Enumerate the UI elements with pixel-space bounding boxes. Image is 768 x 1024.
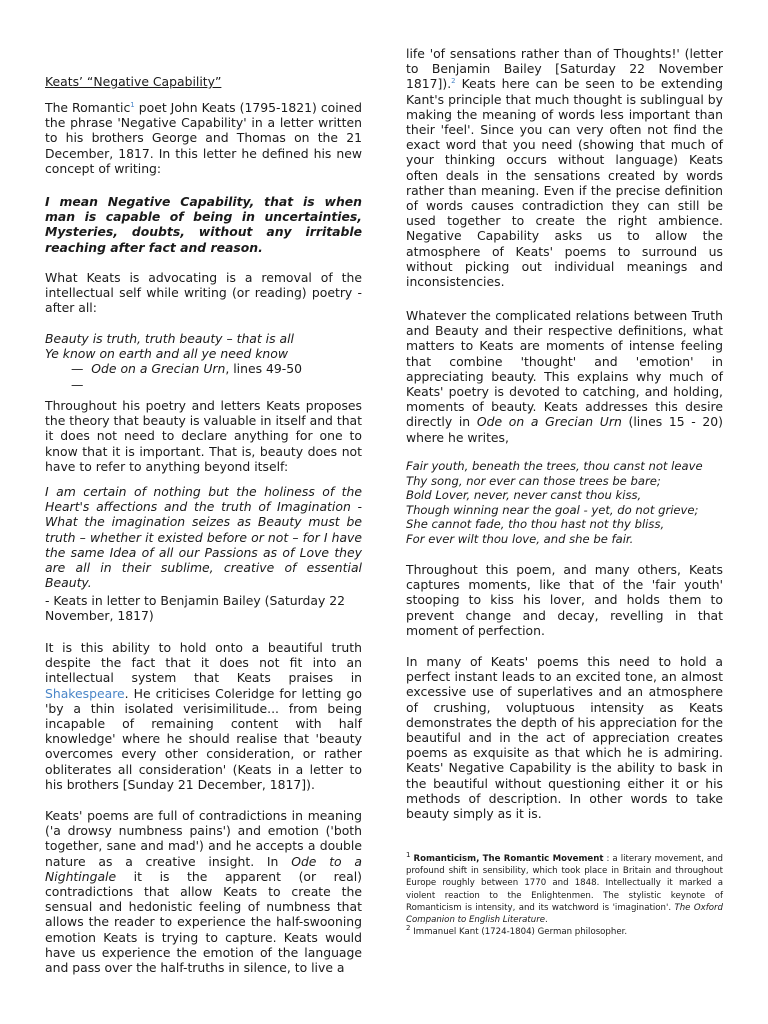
letter-quote: I am certain of nothing but the holiness of the Heart's affections and the truth of Imagination - What the imagination seizes as Beauty must be truth – whether it existed before or not – for I have the same Idea of all our Passions as of Love they are all in their sublime, creative of essential Beauty. <box>45 484 362 591</box>
poem-line: Though winning near the goal - yet, do not grieve; <box>406 502 699 517</box>
advocacy-paragraph: What Keats is advocating is a removal of the intellectual self while writing (or reading) poetry - after all: <box>45 270 362 316</box>
contradictions-paragraph: Keats' poems are full of contradictions in meaning ('a drowsy numbness pains') and emotion ('both together, sane and mad') and he accepts a double nature as a creative insight. In Ode to a Nightingale it is the apparent (or real) contradictions that allow Keats to create the sensual and hedonistic feeling of numbness that allows the reader to experience the half-swooning emotion Keats is trying to capture. Keats would have us experience the emotion of the language and pass over the half-truths in silence, to live a <box>45 808 362 976</box>
nightingale-title: Ode to a Nightingale <box>45 853 362 884</box>
theory-paragraph: Throughout his poetry and letters Keats proposes the theory that beauty is valuable in itself and that it does not need to declare anything for one to know that it is important. That is, beauty does not have to refer to anything beyond itself: <box>45 398 363 474</box>
intro-paragraph <box>45 100 362 176</box>
intensity-paragraph: In many of Keats' poems this need to hold a perfect instant leads to an excited tone, an almost excessive use of superlatives and an atmosphere of crushing, voluptuous intensity as Keats demonstrates the depth of his appreciation for the beautiful and in the act of appreciation creates poems as exquisite as that which he is admiring. Keats' Negative Capability is the ability to bask in the beautiful without questioning either it or his methods of description. In other words to take beauty simply as it is. <box>406 654 723 822</box>
poem-line: Bold Lover, never, never canst thou kiss, <box>406 488 642 503</box>
footnotes <box>406 853 723 938</box>
footnote-ref-2[interactable]: 2 <box>451 77 456 86</box>
verse-line: Beauty is truth, truth beauty – that is all <box>45 331 294 346</box>
footnote-term: Romanticism, The Romantic Movement <box>413 854 604 864</box>
footnote-2: $^2$ Immanuel Kant (1724-1804) German philosopher. <box>406 924 628 938</box>
intro-text-b: poet John Keats (1795-1821) coined the phrase 'Negative Capability' in a letter written to his brothers George and Thomas on the 21 December, 1817. In this letter he defined his new concept of writing: <box>45 100 362 176</box>
shakespeare-paragraph: It is this ability to hold onto a beautiful truth despite the fact that it does not fit into an intellectual system that Keats praises in Shakespeare. He criticises Coleridge for letting go 'by a thin isolated verisimilitude... from being incapable of remaining content with half knowledge' where he should realise that 'beauty overcomes every other consideration, or rather obliterates all consideration' (Keats in a letter to his brothers [Sunday 21 December, 1817]). <box>45 640 362 792</box>
footnote-1: $^1$ Romanticism, The Romantic Movement : a literary movement, and profound shift in sensibility, which took place in Britain and throughout Europe roughly between 1770 and 1848. Intellectually it marked a violent reaction to the Enlightenmen. The stylistic keynote of Romanticism is intensity, and its watchword is 'imagination'. The Oxford Companion to English Literature. <box>406 851 724 926</box>
footnote-ref-1[interactable]: 1 <box>130 100 135 109</box>
poem-excerpt <box>406 459 723 547</box>
poem-line: Thy song, nor ever can those trees be bare; <box>406 473 661 488</box>
verse-attribution: — Ode on a Grecian Urn, lines 49-50 <box>71 361 302 377</box>
footnote-source: The Oxford Companion to English Literature <box>406 902 723 926</box>
poem-line: She cannot fade, tho thou hast not thy bliss, <box>406 517 665 532</box>
negative-capability-quote: I mean Negative Capability, that is when man is capable of being in uncertainties, Mysteries, doubts, without any irritable reaching after fact and reason. <box>45 194 362 255</box>
sensations-paragraph: life 'of sensations rather than of Thoughts!' (letter to Benjamin Bailey [Saturday 22 November 1817]).$^2$ Keats here can be seen to be extending Kant's principle that much thought is sublingual by making the meaning of words less important than their 'feel'. Since you can very often not find the exact word that you need (showing that much of your thinking occurs without language) Keats often deals in the sensations created by words rather than meaning. Even if the precise definition of words causes contradiction they can still be used together to create the right ambience. Negative Capability asks us to allow the atmosphere of Keats' poems to surround us without picking out individual meanings and inconsistencies. <box>406 46 723 290</box>
grecian-urn-title: Ode on a Grecian Urn <box>476 414 622 430</box>
verse-quote <box>45 331 362 392</box>
poem-line: Fair youth, beneath the trees, thou canst not leave <box>406 459 703 473</box>
moments-paragraph: Throughout this poem, and many others, Keats captures moments, like that of the 'fair youth' stooping to kiss his lover, and holds them to prevent change and decay, revelling in that moment of perfection. <box>406 562 723 638</box>
verse-line: Ye know on earth and all ye need know <box>45 346 288 362</box>
poem-line: For ever wilt thou love, and she be fair. <box>406 531 634 546</box>
truth-beauty-paragraph: Whatever the complicated relations between Truth and Beauty and their respective definitions, what matters to Keats are moments of intense feeling that combine 'thought' and 'emotion' in appreciating beauty. This explains why much of Keats' poetry is devoted to catching, and holding, moments of beauty. Keats addresses this desire directly in Ode on a Grecian Urn (lines 15 - 20) where he writes, <box>406 308 723 445</box>
intro-text-a: The Romantic <box>45 100 131 115</box>
shakespeare-link[interactable]: Shakespeare <box>45 685 125 701</box>
page-title: Keats’ “Negative Capability” <box>45 74 222 89</box>
attribution-title: Ode on a Grecian Urn <box>91 361 226 377</box>
letter-quote-source: - Keats in letter to Benjamin Bailey (Saturday 22 November, 1817) <box>45 593 346 624</box>
verse-attribution-dash: — <box>71 376 84 392</box>
